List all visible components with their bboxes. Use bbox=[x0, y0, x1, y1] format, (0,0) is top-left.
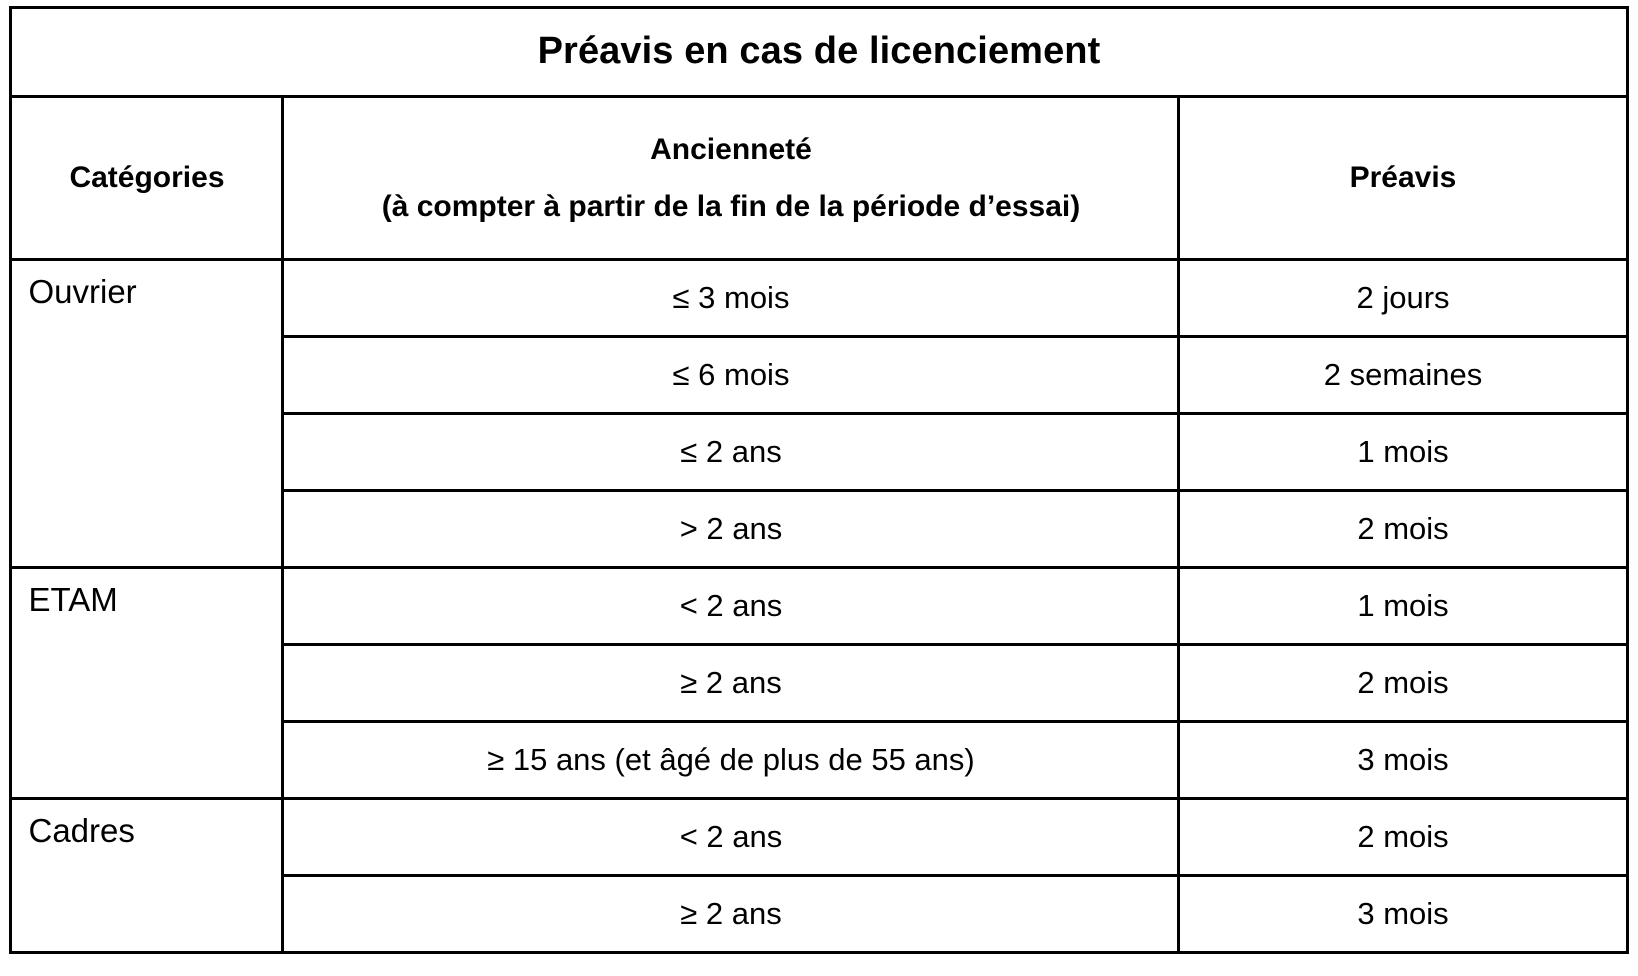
column-header-categories: Catégories bbox=[11, 97, 283, 260]
category-cell-etam bbox=[11, 568, 283, 799]
table-row bbox=[11, 568, 1627, 645]
category-label: Cadres bbox=[28, 812, 135, 849]
preavis-cell: 3 mois bbox=[1179, 876, 1627, 953]
anciennete-cell: < 2 ans bbox=[283, 799, 1179, 876]
category-cell-cadres bbox=[11, 799, 283, 953]
preavis-cell: 2 mois bbox=[1179, 799, 1627, 876]
preavis-cell: 2 mois bbox=[1179, 491, 1627, 568]
column-header-anciennete bbox=[283, 97, 1179, 260]
anciennete-cell: > 2 ans bbox=[283, 491, 1179, 568]
category-label: Ouvrier bbox=[28, 273, 137, 310]
anciennete-cell: ≥ 2 ans bbox=[283, 876, 1179, 953]
preavis-cell: 1 mois bbox=[1179, 414, 1627, 491]
anciennete-cell: < 2 ans bbox=[283, 568, 1179, 645]
preavis-cell: 1 mois bbox=[1179, 568, 1627, 645]
preavis-cell: 2 semaines bbox=[1179, 337, 1627, 414]
column-header-anciennete-line1: Ancienneté bbox=[650, 132, 812, 166]
category-cell-ouvrier bbox=[11, 260, 283, 568]
anciennete-cell: ≤ 2 ans bbox=[283, 414, 1179, 491]
anciennete-cell: ≥ 15 ans (et âgé de plus de 55 ans) bbox=[283, 722, 1179, 799]
anciennete-cell: ≤ 3 mois bbox=[283, 260, 1179, 337]
column-header-preavis: Préavis bbox=[1179, 97, 1627, 260]
anciennete-cell: ≥ 2 ans bbox=[283, 645, 1179, 722]
table-header-row bbox=[11, 97, 1627, 260]
table-row bbox=[11, 799, 1627, 876]
preavis-cell: 3 mois bbox=[1179, 722, 1627, 799]
preavis-cell: 2 mois bbox=[1179, 645, 1627, 722]
category-label: ETAM bbox=[28, 581, 118, 618]
preavis-cell: 2 jours bbox=[1179, 260, 1627, 337]
page-title: Préavis en cas de licenciement bbox=[11, 8, 1627, 97]
table-row bbox=[11, 260, 1627, 337]
table-title-row bbox=[11, 8, 1627, 97]
column-header-anciennete-line2: (à compter à partir de la fin de la période d’essai) bbox=[381, 190, 1081, 223]
anciennete-cell: ≤ 6 mois bbox=[283, 337, 1179, 414]
preavis-table bbox=[9, 6, 1628, 954]
